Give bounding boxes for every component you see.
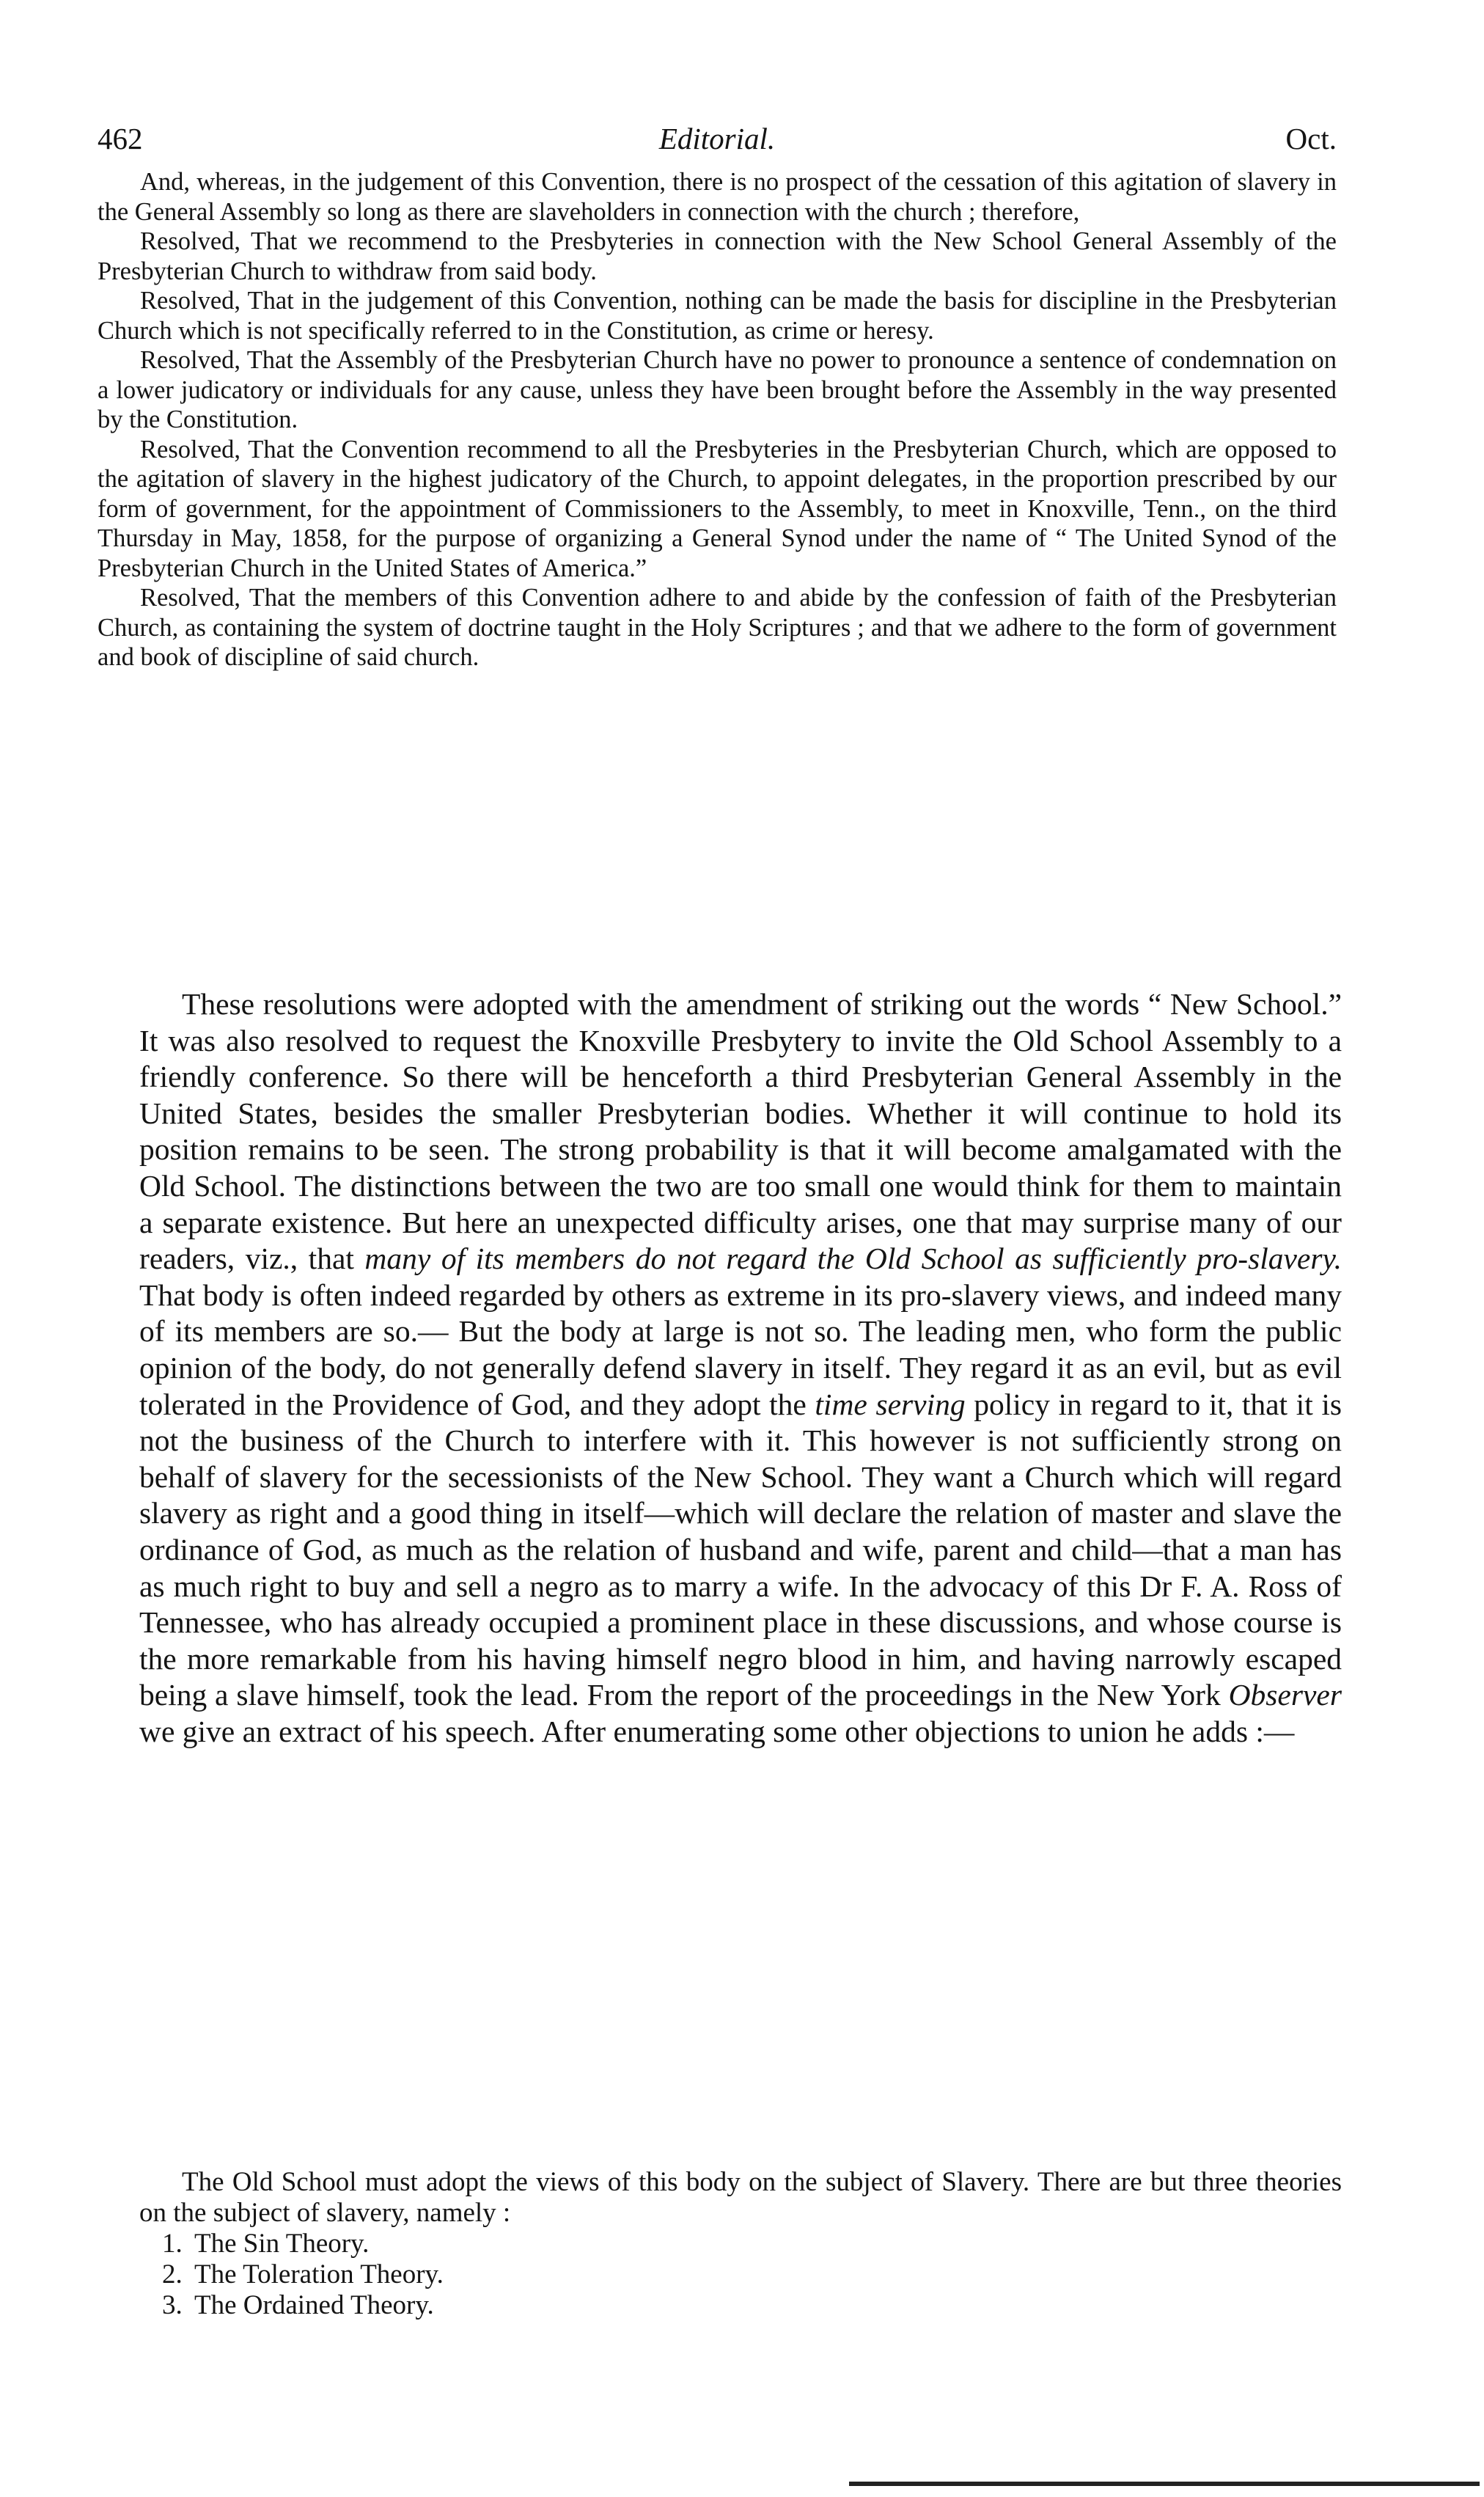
theory-list (139, 2229, 1342, 2321)
body-paragraph (139, 986, 1342, 1750)
resolution-withdraw: Resolved, That we recommend to the Presbyteries in connection with the New School General Assembly of the Presbyterian Church to withdraw from said body. (98, 227, 1337, 285)
body-emphasis-1: many of its members do not regard the Old School as sufficiently pro-slavery. (364, 1242, 1342, 1276)
running-title: Editorial. (658, 122, 776, 155)
list-text: The Ordained Theory. (194, 2290, 434, 2320)
body-emphasis-2: time serving (815, 1387, 966, 1421)
list-text: The Toleration Theory. (194, 2259, 444, 2289)
body-text-3: policy in regard to it, that it is not the business of the Church to interfere with it. This however is not sufficiently strong on behalf of slavery for the secessionists of the New School. They want a Church which will regard slavery as right and a good thing in itself—which will declare the relation of master and slave the ordinance of God, as much as the relation of husband and wife, parent and child—that a man has as much right to buy and sell a negro as to marry a wife. In the advocacy of this Dr F. A. Ross of Tennessee, who has already occupied a prominent place in these discussions, and whose course is the more remarkable from his having himself negro blood in him, and having narrowly escaped being a slave himself, took the lead. From the report of the proceedings in the New York (139, 1387, 1342, 1712)
resolution-assembly-power: Resolved, That the Assembly of the Presbyterian Church have no power to pronounce a sentence of condemnation on a lower judicatory or individuals for any cause, unless they have been brought before the Assembly in the way presented by the Constitution. (98, 346, 1337, 433)
speech-intro: The Old School must adopt the views of this body on the subject of Slavery. There are but three theories on the subject of slavery, namely : (139, 2167, 1342, 2228)
editorial-body (139, 986, 1342, 1750)
list-item (139, 2229, 1342, 2259)
list-number: 1. (162, 2229, 183, 2259)
resolution-preamble: And, whereas, in the judgement of this Convention, there is no prospect of the cessation of this agitation of slavery in the General Assembly so long as there are slaveholders in connection with the church ; therefore, (98, 168, 1337, 226)
header-month: Oct. (1285, 122, 1337, 155)
body-text-1: These resolutions were adopted with the amendment of striking out the words “ New School.” It was also resolved to request the Knoxville Presbytery to invite the Old School Assembly to a friendly conference. So there will be henceforth a third Presbyterian General Assembly in the United States, besides the smaller Presbyterian bodies. Whether it will continue to hold its position remains to be seen. The strong probability is that it will become amalgamated with the Old School. The distinctions between the two are too small one would think for them to maintain a separate existence. But here an unexpected difficulty arises, one that may surprise many of our readers, viz., that (139, 987, 1342, 1276)
list-item (139, 2290, 1342, 2321)
body-text-4: we give an extract of his speech. After enumerating some other objections to union he adds :— (139, 1714, 1295, 1748)
speech-extract (139, 2167, 1342, 2321)
list-number: 2. (162, 2259, 183, 2289)
resolution-synod: Resolved, That the Convention recommend to all the Presbyteries in the Presbyterian Church, which are opposed to the agitation of slavery in the highest judicatory of the Church, to appoint delegates, in the proportion prescribed by our form of government, for the appointment of Commissioners to the Assembly, to meet in Knoxville, Tenn., on the third Thursday in May, 1858, for the purpose of organizing a General Synod under the name of “ The United Synod of the Presbyterian Church in the United States of America.” (98, 435, 1337, 582)
body-text-2: That body is often indeed regarded by others as extreme in its pro-slavery views, and indeed many of its members are so.— But the body at large is not so. The leading men, who form the public opinion of the body, do not generally defend slavery in itself. They regard it as an evil, but as evil tolerated in the Providence of God, and they adopt the (139, 1277, 1342, 1421)
body-emphasis-3: Observer (1228, 1678, 1342, 1712)
list-text: The Sin Theory. (194, 2229, 370, 2259)
list-number: 3. (162, 2290, 183, 2320)
page-header (98, 121, 1337, 165)
resolution-confession: Resolved, That the members of this Convention adhere to and abide by the confession of faith of the Presbyterian Church, as containing the system of doctrine taught in the Holy Scriptures ; and that we adhere to the form of government and book of discipline of said church. (98, 584, 1337, 671)
page-bottom-rule (849, 2482, 1480, 2486)
resolution-discipline: Resolved, That in the judgement of this Convention, nothing can be made the basis for discipline in the Presbyterian Church which is not specifically referred to in the Constitution, as crime or heresy. (98, 287, 1337, 345)
page-number: 462 (98, 122, 143, 155)
quoted-resolutions (98, 167, 1337, 672)
list-item (139, 2259, 1342, 2290)
